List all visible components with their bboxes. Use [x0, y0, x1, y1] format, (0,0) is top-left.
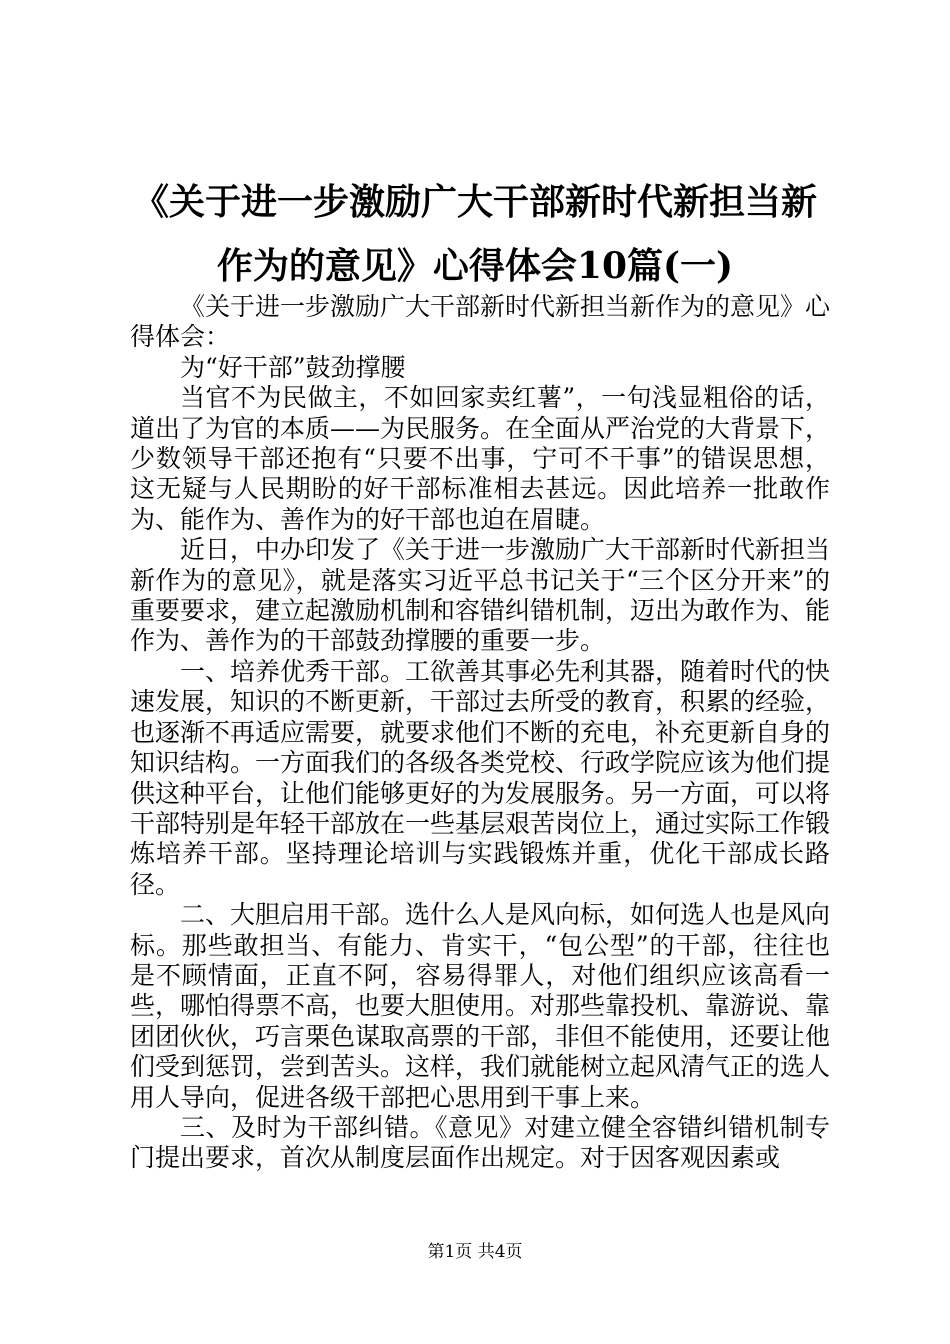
paragraph: 三、及时为干部纠错。《意见》对建立健全容错纠错机制专门提出要求，首次从制度层面作出规定。对于因客观因素或 [130, 1112, 830, 1173]
paragraph-intro: 《关于进一步激励广大干部新时代新担当新作为的意见》心得体会： [130, 292, 831, 352]
document-title: 《关于进一步激励广大干部新时代新担当新作为的意见》心得体会10篇(一) [132, 181, 817, 287]
paragraph: 二、大胆启用干部。选什么人是风向标，如何选人也是风向标。那些敢担当、有能力、肯实干，“包公型”的干部，往往也是不顾情面，正直不阿，容易得罪人，对他们组织应该高看一些，哪怕得票不高，也要大胆使用。对那些靠投机、靠游说、靠团团伙伙，巧言栗色谋取高票的干部，非但不能使用，还要让他们受到惩罚，尝到苦头。这样，我们就能树立起风清气正的选人用人导向，促进各级干部把心思用到干事上来。 [130, 900, 831, 1112]
paragraph: 一、培养优秀干部。工欲善其事必先利其器，随着时代的快速发展，知识的不断更新，干部过去所受的教育，积累的经验，也逐渐不再适应需要，就要求他们不断的充电，补充更新自身的知识结构。一方面我们的各级各类党校、行政学院应该为他们提供这种平台，让他们能够更好的为发展服务。另一方面，可以将干部特别是年轻干部放在一些基层艰苦岗位上，通过实际工作锻炼培养干部。坚持理论培训与实践锻炼并重，优化干部成长路径。 [130, 656, 831, 899]
document-body [130, 292, 830, 1174]
paragraph: 当官不为民做主，不如回家卖红薯”，一句浅显粗俗的话，道出了为官的本质——为民服务。在全面从严治党的大背景下，少数领导干部还抱有“只要不出事，宁可不干事”的错误思想，这无疑与人民期盼的好干部标准相去甚远。因此培养一批敢作为、能作为、善作为的好干部也迫在眉睫。 [130, 383, 831, 534]
paragraph-subtitle: 为“好干部”鼓劲撑腰 [180, 352, 406, 382]
paragraph: 近日，中办印发了《关于进一步激励广大干部新时代新担当新作为的意见》，就是落实习近平总书记关于“三个区分开来”的重要要求，建立起激励机制和容错纠错机制，迈出为敢作为、能作为、善作为的干部鼓劲撑腰的重要一步。 [130, 535, 831, 656]
page-number: 第1页 共4页 [427, 1242, 523, 1262]
